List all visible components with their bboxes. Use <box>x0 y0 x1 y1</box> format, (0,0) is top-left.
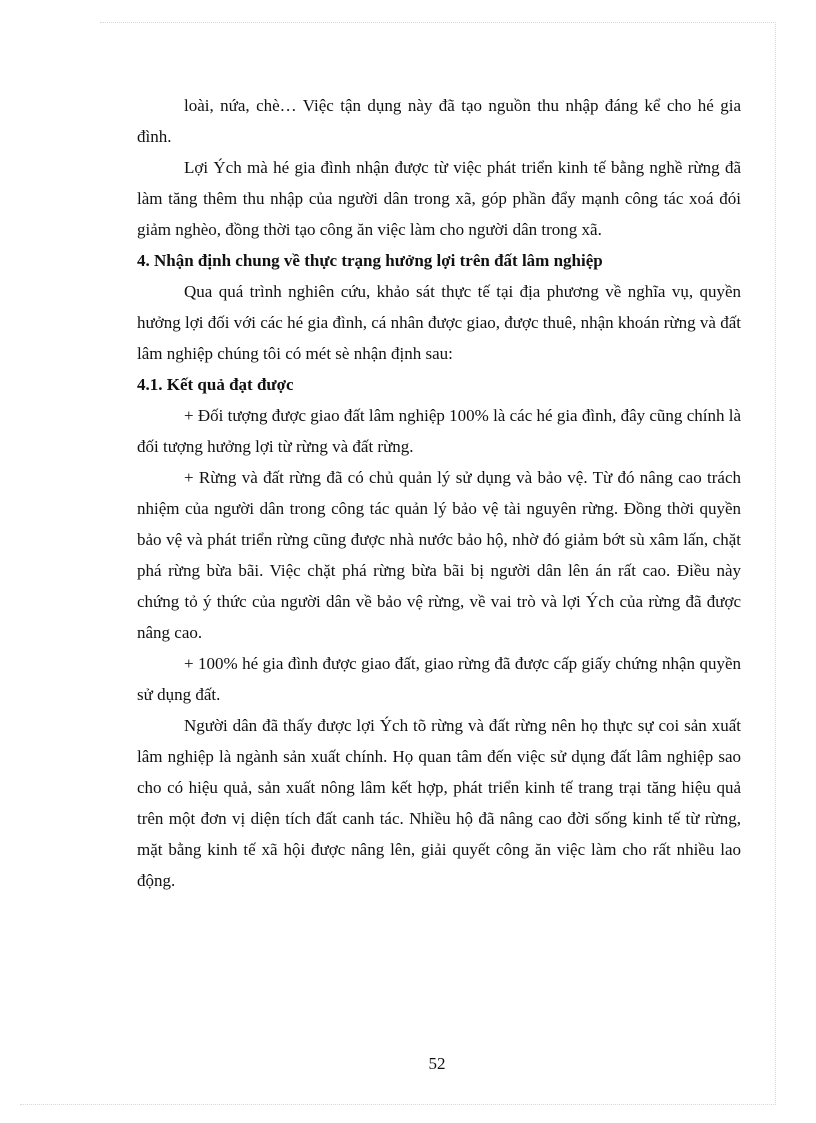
page-number: 52 <box>428 1054 446 1073</box>
bullet-forest-ownership: + Rừng và đất rừng đã có chủ quản lý sử dụng và bảo vệ. Từ đó nâng cao trách nhiệm của người dân trong công tác quản lý bảo vệ tài nguyên rừng. Đồng thời quyền bảo vệ và phát triển rừng cũng được nhà nước bảo hộ, nhờ đó giảm bớt sù xâm lấn, chặt phá rừng bừa bãi. Việc chặt phá rừng bừa bãi bị người dân lên án rất cao. Điều này chứng tỏ ý thức của người dân về bảo vệ rừng, về vai trò và lợi Ých của rừng đã được nâng cao. <box>137 468 741 642</box>
page-border-top <box>100 22 776 23</box>
page-body <box>137 90 741 896</box>
bullet-land-certificate: + 100% hé gia đình được giao đất, giao rừng đã được cấp giấy chứng nhận quyền sử dụng đất. <box>137 654 741 704</box>
paragraph-benefits: Lợi Ých mà hé gia đình nhận được từ việc phát triển kinh tế bằng nghề rừng đã làm tăng thêm thu nhập của người dân trong xã, góp phần đẩy mạnh công tác xoá đói giảm nghèo, đồng thời tạo công ăn việc làm cho người dân trong xã. <box>137 158 741 239</box>
page-border-right <box>775 22 776 1105</box>
page-border-bottom <box>20 1104 776 1105</box>
paragraph-assessment-intro: Qua quá trình nghiên cứu, khảo sát thực tế tại địa phương về nghĩa vụ, quyền hưởng lợi đối với các hé gia đình, cá nhân được giao, được thuê, nhận khoán rừng và đất lâm nghiệp chúng tôi có mét sè nhận định sau: <box>137 282 741 363</box>
section-heading-4: 4. Nhận định chung về thực trạng hưởng lợi trên đất lâm nghiệp <box>137 251 603 270</box>
bullet-land-allocation: + Đối tượng được giao đất lâm nghiệp 100% là các hé gia đình, đây cũng chính là đối tượng hưởng lợi từ rừng và đất rừng. <box>137 406 741 456</box>
paragraph-continuation: loài, nứa, chè… Việc tận dụng này đã tạo nguồn thu nhập đáng kể cho hé gia đình. <box>137 96 741 146</box>
paragraph-conclusion: Người dân đã thấy được lợi Ých tõ rừng và đất rừng nên họ thực sự coi sản xuất lâm nghiệp là ngành sản xuất chính. Họ quan tâm đến việc sử dụng đất lâm nghiệp sao cho có hiệu quả, sản xuất nông lâm kết hợp, phát triển kinh tế trang trại tăng hiệu quả trên một đơn vị diện tích đất canh tác. Nhiều hộ đã nâng cao đời sống kinh tế từ rừng, mặt bằng kinh tế xã hội được nâng lên, giải quyết công ăn việc làm cho rất nhiều lao động. <box>137 716 741 890</box>
subsection-heading-4-1: 4.1. Kết quả đạt được <box>137 375 294 394</box>
